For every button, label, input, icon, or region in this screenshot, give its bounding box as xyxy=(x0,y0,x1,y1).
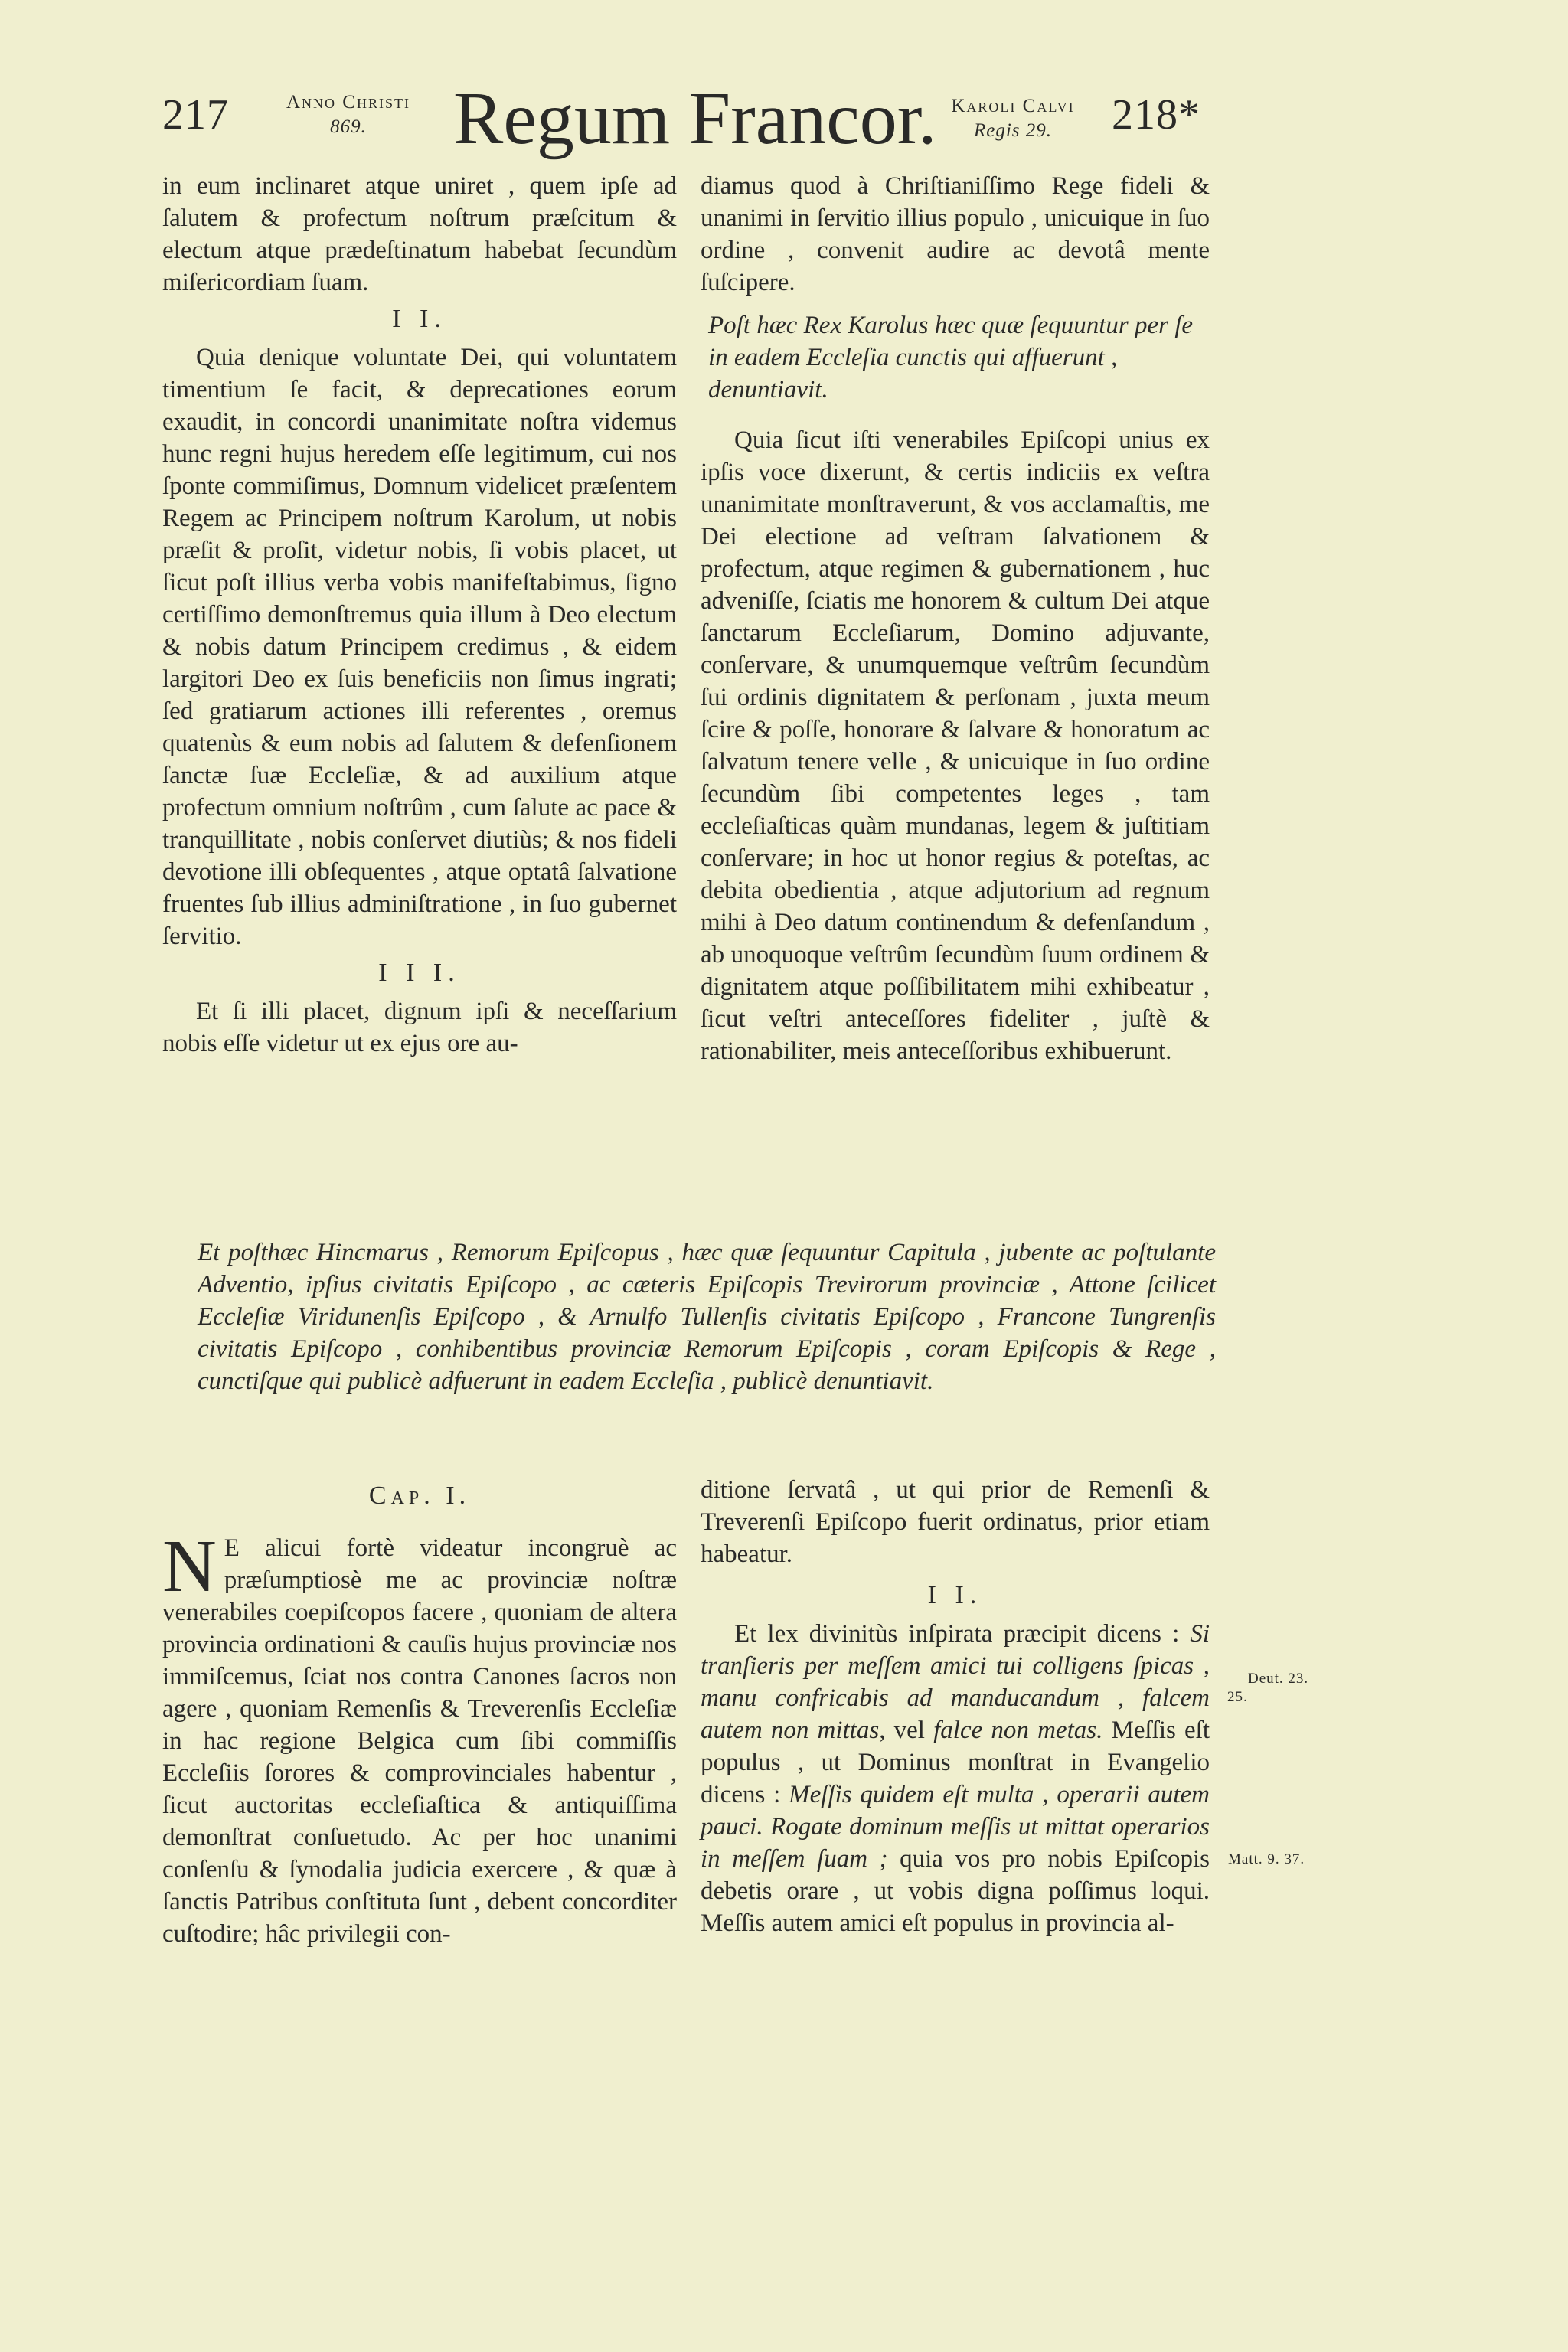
left-column-top xyxy=(162,170,677,1060)
section-2-paragraph: Quia denique voluntate Dei, qui voluntatem timentium ſe facit, & deprecationes eorum exaudit, in concordi unanimitate noſtra videmus hunc regni hujus heredem eſſe legitimum, cui nos ſponte commiſimus, Domnum videlicet præſentem Regem ac Principem noſtrum Karolum, ut nobis præſit & proſit, videtur nobis, ſi vobis placet, ut ſicut poſt illius verba vobis manifeſtabimus, ſigno certiſſimo demonſtremus quia illum à Deo electum & nobis datum Principem credimus , & eidem largitori Deo ex ſuis beneficiis non ſimus ingrati; ſed gratiarum actiones illi referentes , oremus quatenùs & eum nobis ad ſalutem & defenſionem ſanctæ ſuæ Eccleſiæ, & ad auxilium atque profectum omnium noſtrûm , cum ſalute ac pace & tranquillitate , nobis conſervet diutiùs; & nos fideli devotione illi obſequentes , atque optatâ ſalvatione fruentes ſub illius adminiſtratione , in ſuo gubernet ſervitio. xyxy=(162,344,677,950)
chapter-heading: Cap. I. xyxy=(368,1481,471,1510)
lex-divinitus-paragraph xyxy=(701,1618,1210,1939)
text-span: Et lex divinitùs inſpirata præcipit dicens : xyxy=(734,1620,1191,1648)
anno-year: 869. xyxy=(330,116,367,137)
page-number-right: 218* xyxy=(1112,91,1200,139)
hincmarus-rubric: Et poſthæc Hincmarus , Remorum Epiſcopus , hæc quæ ſequuntur Capitula , jubente ac poſtulante Adventio, ipſius civitatis Epiſcopo , ac cæteris Epiſcopis Trevirorum provinciæ , Attone ſcilicet Eccleſiæ Viridunenſis Epiſcopo , & Arnulfo Tullenſis civitatis Epiſcopo , Francone Tungrenſis civitatis Epiſcopo , conhibentibus provinciæ Remorum Epiſcopis , coram Epiſcopis & Rege , cunctiſque qui publicè adfuerunt in eadem Eccleſia , publicè denuntiavit. xyxy=(198,1239,1216,1395)
margin-note-matt: Matt. 9. 37. xyxy=(1228,1851,1305,1867)
section-heading-3: I I I. xyxy=(378,959,461,987)
intro-paragraph: in eum inclinaret atque uniret , quem ipſe ad ſalutem & profectum noſtrum præſcitum & electum atque prædeſtinatum habebat ſecundùm miſericordiam ſuam. xyxy=(162,172,677,296)
left-column-bottom xyxy=(162,1474,677,1950)
right-column-bottom xyxy=(701,1474,1210,1939)
continuation-paragraph: diamus quod à Chriſtianiſſimo Rege fideli & unanimi in ſervitio illius populo , unicuique in ſuo ordine , convenit audire ac devotâ mente ſuſcipere. xyxy=(701,172,1210,296)
section-heading-2-bottom: I I. xyxy=(927,1581,983,1609)
section-heading-2: I I. xyxy=(392,305,447,333)
section-3-paragraph: Et ſi illi placet, dignum ipſi & neceſſarium nobis eſſe videtur ut ex ejus ore au- xyxy=(162,998,677,1057)
rubric-rex-karolus: Poſt hæc Rex Karolus hæc quæ ſequuntur per ſe in eadem Eccleſia cunctis qui affuerunt , denuntiavit. xyxy=(708,312,1194,403)
deuteronomy-quote-end: falce non metas. xyxy=(933,1717,1103,1744)
karoli-label: Karoli Calvi xyxy=(951,96,1075,116)
deuteronomy-quote: Si tranſieris per meſſem amici tui colligens ſpicas , manu confricabis ad manducandum , falcem autem non mittas xyxy=(701,1620,1210,1744)
regis-label: Regis 29. xyxy=(973,120,1053,141)
anno-label: Anno Christi xyxy=(286,92,410,113)
page-number-left: 217 xyxy=(162,91,229,139)
king-speech-paragraph: Quia ſicut iſti venerabiles Epiſcopi unius ex ipſis voce dixerunt, & certis indiciis ex veſtra unanimitate monſtraverunt, & vos acclamaſtis, me Dei electione ad veſtram ſalvationem & profectum, atque regimen & gubernationem , huc adveniſſe, ſciatis me honorem & cultum Dei atque ſanctarum Eccleſiarum, Domino adjuvante, conſervare, & unumquemque veſtrûm ſecundùm ſui ordinis dignitatem & perſonam , juxta meum ſcire & poſſe, honorare & ſalvare & honoratum ac ſalvatum tenere velle , & unicuique in ſuo ordine ſecundùm ſibi competentes leges , tam eccleſiaſticas quàm mundanas, legem & juſtitiam conſervare; in hoc ut honor regius & poteſtas, ac debita obedientia , atque adjutorium ad regnum mihi à Deo datum continendum & defenſandum , ab unoquoque veſtrûm ſecundùm ſuum ordinem & dignitatem atque poſſibilitatem mihi exhibeatur , ſicut veſtri anteceſſores fideliter , juſtè & rationabiliter, meis anteceſſoribus exhibuerunt. xyxy=(701,426,1210,1065)
margin-note-deut: Deut. 23. xyxy=(1248,1671,1309,1687)
text-span: Meſſis eſt populus , ut Dominus monſtrat in Evangelio dicens : xyxy=(701,1717,1210,1808)
text-span: , vel xyxy=(879,1717,934,1744)
continuation-paragraph-bottom: ditione ſervatâ , ut qui prior de Remenſi & Treverenſi Epiſcopo fuerit ordinatus, prior etiam habeatur. xyxy=(701,1476,1210,1568)
running-head-karoli xyxy=(917,94,1109,143)
drop-cap: N xyxy=(162,1525,217,1608)
matthew-quote: Meſſis quidem eſt multa , operarii autem pauci. Rogate dominum meſſis ut mittat operarios in meſſem ſuam ; xyxy=(701,1781,1210,1873)
right-column-top xyxy=(701,170,1210,1067)
margin-note-deut-verse: 25. xyxy=(1227,1689,1248,1705)
running-head-anno xyxy=(256,90,440,139)
running-title: Regum Francor. xyxy=(453,77,937,160)
chapter-1-text: E alicui fortè videatur incongruè ac præſumptiosè me ac provinciæ noſtræ venerabiles coepiſcopos facere , quoniam de altera provincia ordinationi & cauſis hujus provinciæ nos immiſcemus, ſciat nos contra Canones ſacros non agere , quoniam Remenſis & Treverenſis Eccleſiæ in hac regione Belgica cum ſibi commiſſis Eccleſiis ſorores & comprovinciales habentur , ſicut auctoritas eccleſiaſtica & antiquiſſima demonſtrat conſuetudo. Ac per hoc unanimi conſenſu & ſynodalia judicia exercere , & quæ à ſanctis Patribus conſtituta ſunt , debent concorditer cuſtodire; hâc privilegii con- xyxy=(162,1534,677,1948)
chapter-1-paragraph xyxy=(162,1525,677,1950)
text-span: quia vos pro nobis Epiſcopis debetis orare , ut vobis digna poſſimus loqui. Meſſis autem amici eſt populus in provincia al- xyxy=(701,1845,1210,1937)
